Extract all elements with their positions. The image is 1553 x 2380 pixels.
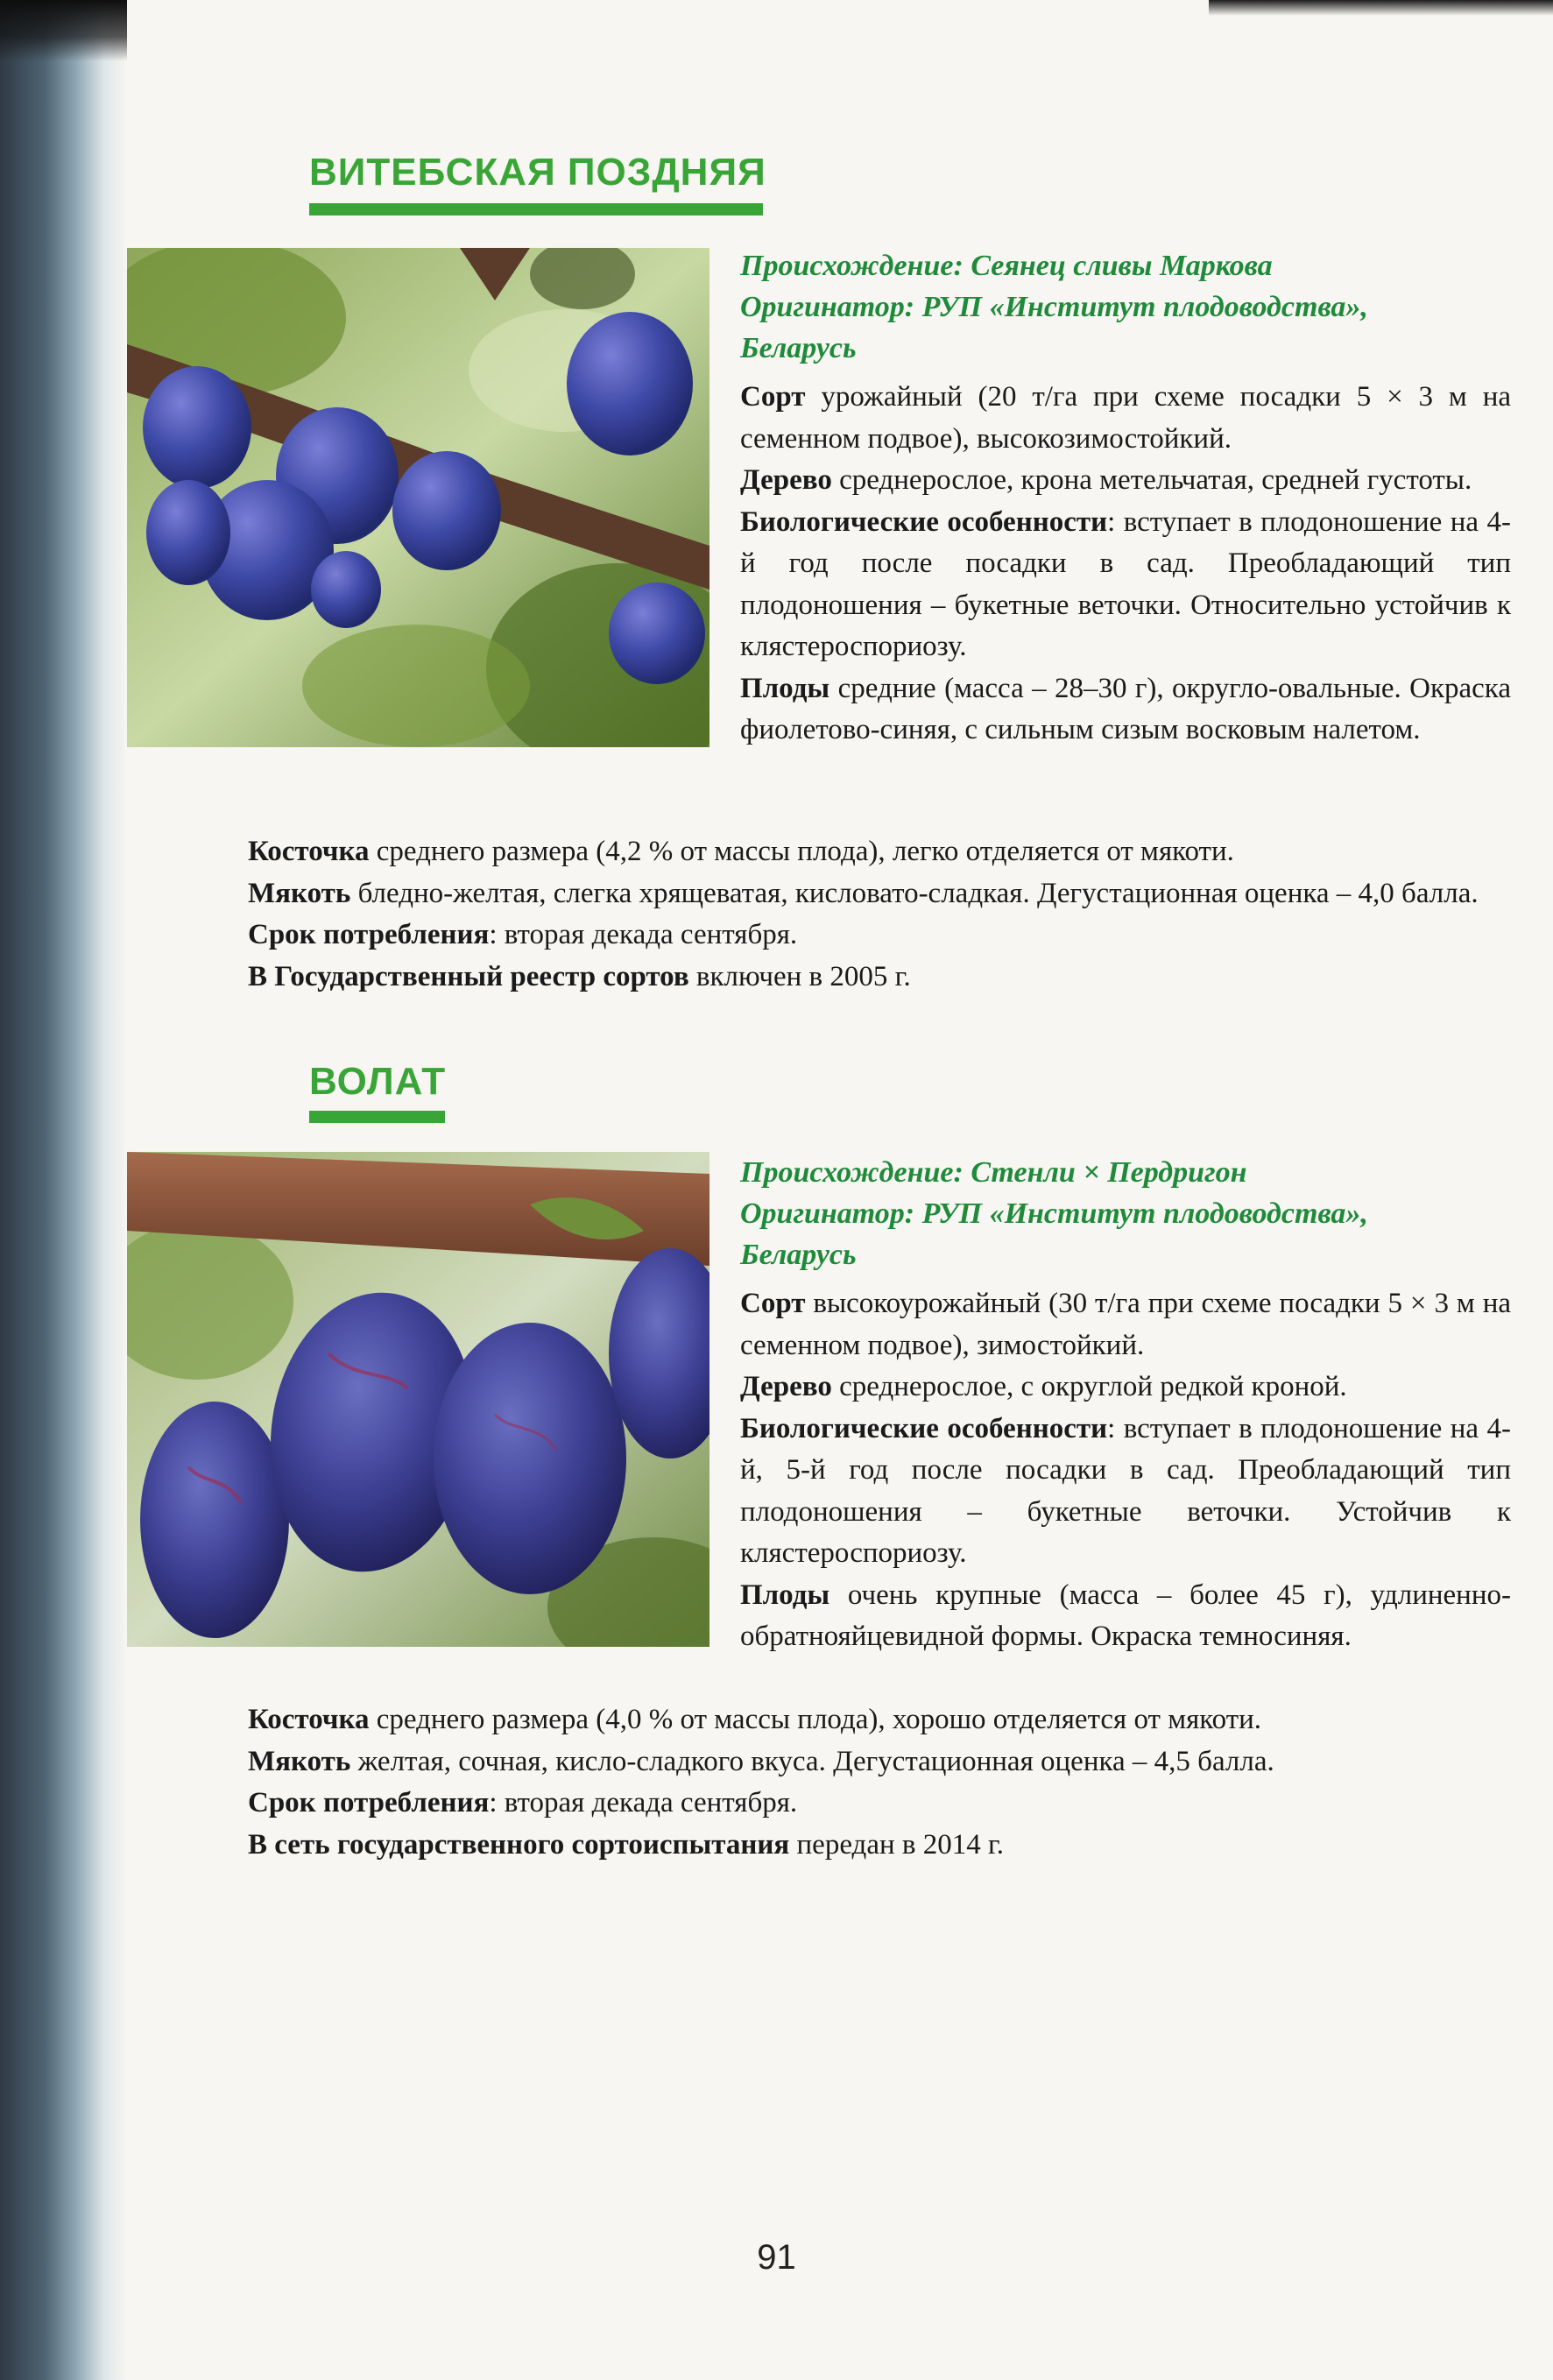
paragraph-tree: Дерево среднерослое, крона метельчатая, средней густоты. (740, 464, 1472, 496)
book-spine-shadow (0, 0, 127, 2380)
title-underline (309, 203, 763, 215)
variety-title: ВИТЕБСКАЯ ПОЗДНЯЯ (309, 151, 766, 194)
variety-origin-block (740, 1152, 1368, 1275)
paragraph-fruits: Плоды средние (масса – 28–30 г), округло-овальные. Окраска фиолетово-синяя, с сильным сизым восковым налетом. (740, 672, 1511, 745)
paragraph-biology: Биологические особенности: вступает в плодоношение на 4-й, 5-й год после посадки в сад. Преобладающий тип плодоношения – букетные веточки. Устойчив к клястероспориозу. (740, 1412, 1511, 1569)
paragraph-fruits: Плоды очень крупные (масса – более 45 г), удлиненно-обратнояйцевидной формы. Окраска темносиняя. (740, 1578, 1511, 1652)
paragraph-sort: Сорт урожайный (20 т/га при схеме посадки 5 × 3 м на семенном подвое), высокозимостойкий. (740, 381, 1511, 455)
paragraph-stone: Косточка среднего размера (4,0 % от массы плода), хорошо отделяется от мякоти. (248, 1704, 1262, 1735)
paragraph-stone: Косточка среднего размера (4,2 % от массы плода), легко отделяется от мякоти. (248, 836, 1234, 867)
originator-country: Беларусь (740, 332, 857, 364)
title-underline (309, 1111, 445, 1123)
origin-line: Происхождение: Стенли × Пердригон (740, 1156, 1247, 1189)
variety-description-narrow (740, 377, 1511, 752)
variety-description-wide (248, 831, 1511, 998)
originator-country: Беларусь (740, 1239, 857, 1271)
book-corner-shadow (0, 0, 127, 61)
paragraph-trial: В сеть государственного сортоиспытания передан в 2014 г. (248, 1828, 1005, 1861)
paragraph-flesh: Мякоть желтая, сочная, кисло-сладкого вкуса. Дегустационная оценка – 4,5 балла. (248, 1745, 1274, 1777)
paragraph-flesh: Мякоть бледно-желтая, слегка хрящеватая, кисловато-сладкая. Дегустационная оценка – 4,0 балла. (248, 877, 1479, 909)
variety-title: ВОЛАТ (309, 1060, 447, 1103)
paragraph-biology: Биологические особенности: вступает в плодоношение на 4-й год после посадки в сад. Преобладающий тип плодоношения – букетные веточки. Относительно устойчив к клястероспориозу. (740, 505, 1511, 662)
plum-photo-volat (127, 1152, 709, 1647)
page-number: 91 (757, 2238, 796, 2277)
variety-description-narrow (740, 1283, 1511, 1658)
page-edge-shadow (1209, 0, 1553, 16)
paragraph-sort: Сорт высокоурожайный (30 т/га при схеме посадки 5 × 3 м на семенном подвое), зимостойкий. (740, 1288, 1511, 1361)
paragraph-consumption: Срок потребления: вторая декада сентября. (248, 919, 798, 950)
originator-line: Оригинатор: РУП «Институт плодоводства», (740, 291, 1368, 323)
paragraph-registry: В Государственный реестр сортов включен в 2005 г. (248, 960, 911, 992)
origin-line: Происхождение: Сеянец сливы Маркова (740, 250, 1273, 282)
paragraph-tree: Дерево среднерослое, с округлой редкой кроной. (740, 1371, 1347, 1402)
paragraph-consumption: Срок потребления: вторая декада сентября. (248, 1787, 798, 1819)
variety-origin-block (740, 245, 1368, 369)
variety-description-wide (248, 1699, 1511, 1866)
plum-photo-vitebsk (127, 248, 709, 747)
originator-line: Оригинатор: РУП «Институт плодоводства», (740, 1197, 1368, 1230)
